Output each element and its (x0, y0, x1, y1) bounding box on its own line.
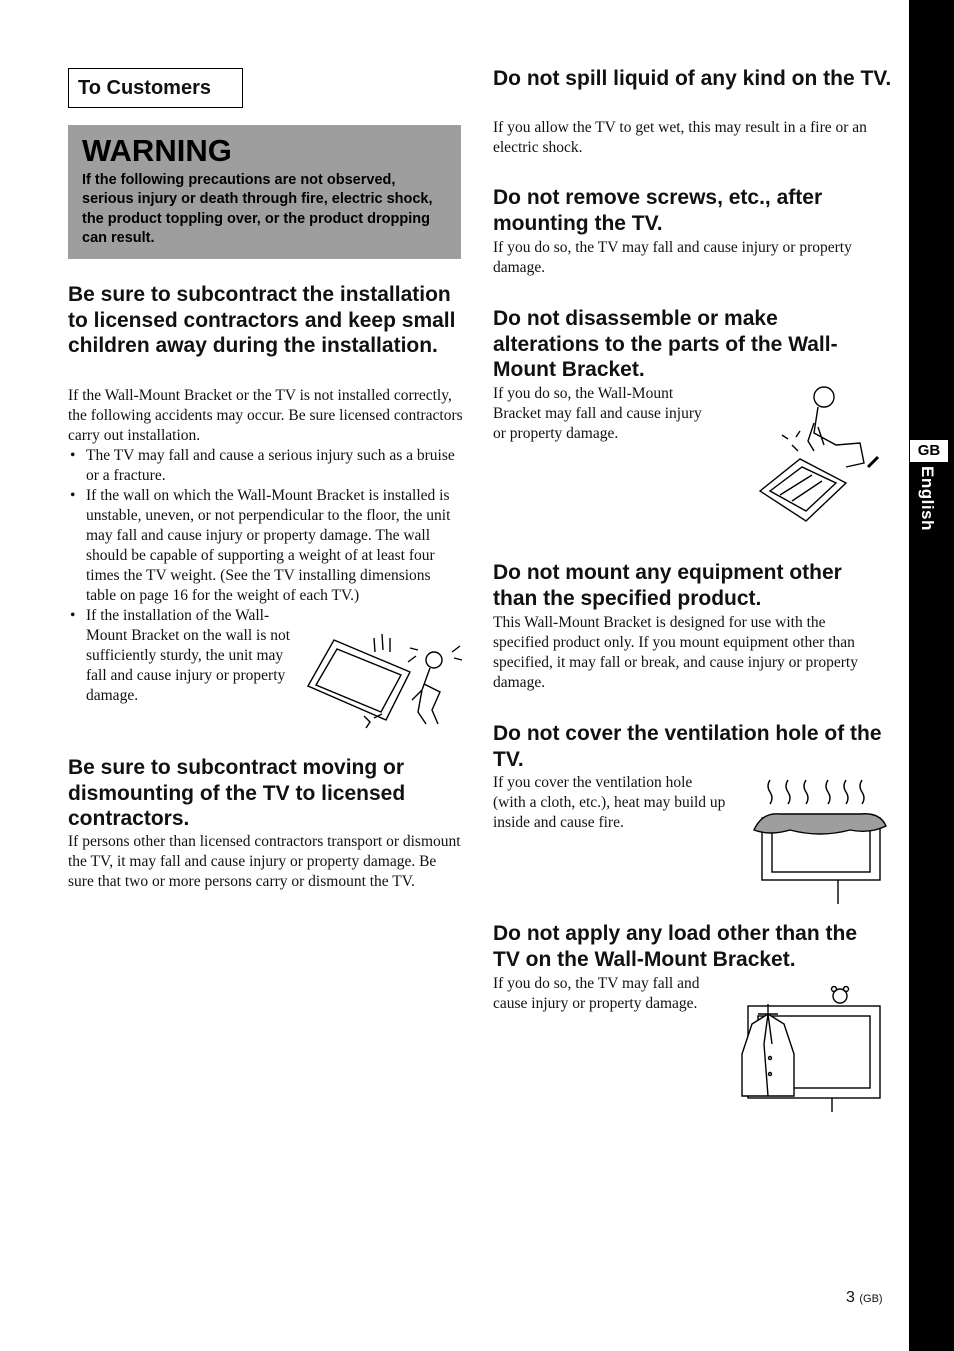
section-body-disassemble: If you do so, the Wall-Mount Bracket may fall and cause injury or property damage. (493, 385, 702, 442)
section-body-licensed-install: If the Wall-Mount Bracket or the TV is not installed correctly, the following accidents may occur. Be sure licensed contractors carry out installation. (68, 387, 463, 444)
warning-title: WARNING (82, 133, 232, 168)
region-label: GB (910, 440, 948, 462)
section-body-equipment: This Wall-Mount Bracket is designed for use with the specified product only. If you mount equipment other than specified, it may fall or break, and cause injury or property damage. (493, 614, 858, 691)
warning-box (68, 125, 461, 259)
to-customers-box: To Customers (68, 68, 243, 108)
list-item: • The TV may fall and cause a serious injury such as a bruise or a fracture. (68, 446, 463, 486)
disassembly-illustration (752, 383, 887, 528)
section-heading-screws: Do not remove screws, etc., after mounting the TV. (493, 186, 823, 235)
section-heading-licensed-install: Be sure to subcontract the installation to licensed contractors and keep small children away during the installation. (68, 283, 456, 357)
covered-tv-illustration (750, 774, 890, 906)
section-body-liquid: If you allow the TV to get wet, this may result in a fire or an electric shock. (493, 119, 867, 156)
section-heading-load: Do not apply any load other than the TV on the Wall-Mount Bracket. (493, 922, 858, 971)
section-heading-liquid: Do not spill liquid of any kind on the TV. (493, 67, 892, 90)
section-body-screws: If you do so, the TV may fall and cause injury or property damage. (493, 239, 852, 276)
section-body-load: If you do so, the TV may fall and cause injury or property damage. (493, 975, 700, 1012)
list-item: • If the wall on which the Wall-Mount Bracket is installed is unstable, uneven, or not perpendicular to the floor, the unit may fall and cause injury or property damage. The wall should be capable of supporting a weight of at least four times the TV weight. (See the TV installing dimensions table on page 16 for the weight of each TV.) (68, 486, 463, 606)
language-label: English (918, 466, 937, 531)
page-number: 3 (GB) (846, 1289, 883, 1306)
language-side-tab (909, 0, 954, 1351)
warning-text: If the following precautions are not observed, serious injury or death through fire, electric shock, the product toppling over, or the product dropping can result. (82, 172, 433, 246)
section-heading-disassemble: Do not disassemble or make alterations to the parts of the Wall-Mount Bracket. (493, 307, 838, 381)
section-body-ventilation: If you cover the ventilation hole (with a cloth, etc.), heat may build up inside and cause fire. (493, 774, 726, 831)
falling-tv-illustration (304, 628, 464, 733)
section-heading-equipment: Do not mount any equipment other than the specified product. (493, 561, 842, 610)
section-heading-ventilation: Do not cover the ventilation hole of the TV. (493, 722, 882, 771)
section-heading-moving: Be sure to subcontract moving or dismounting of the TV to licensed contractors. (68, 756, 406, 830)
section-body-moving: If persons other than licensed contractors transport or dismount the TV, it may fall and cause injury or property damage. Be sure that two or more persons carry or dismount the TV. (68, 833, 461, 890)
list-item: • If the installation of the Wall-Mount Bracket on the wall is not sufficiently sturdy, the unit may fall and cause injury or property damage. (68, 606, 294, 706)
coat-on-tv-illustration (728, 984, 888, 1112)
